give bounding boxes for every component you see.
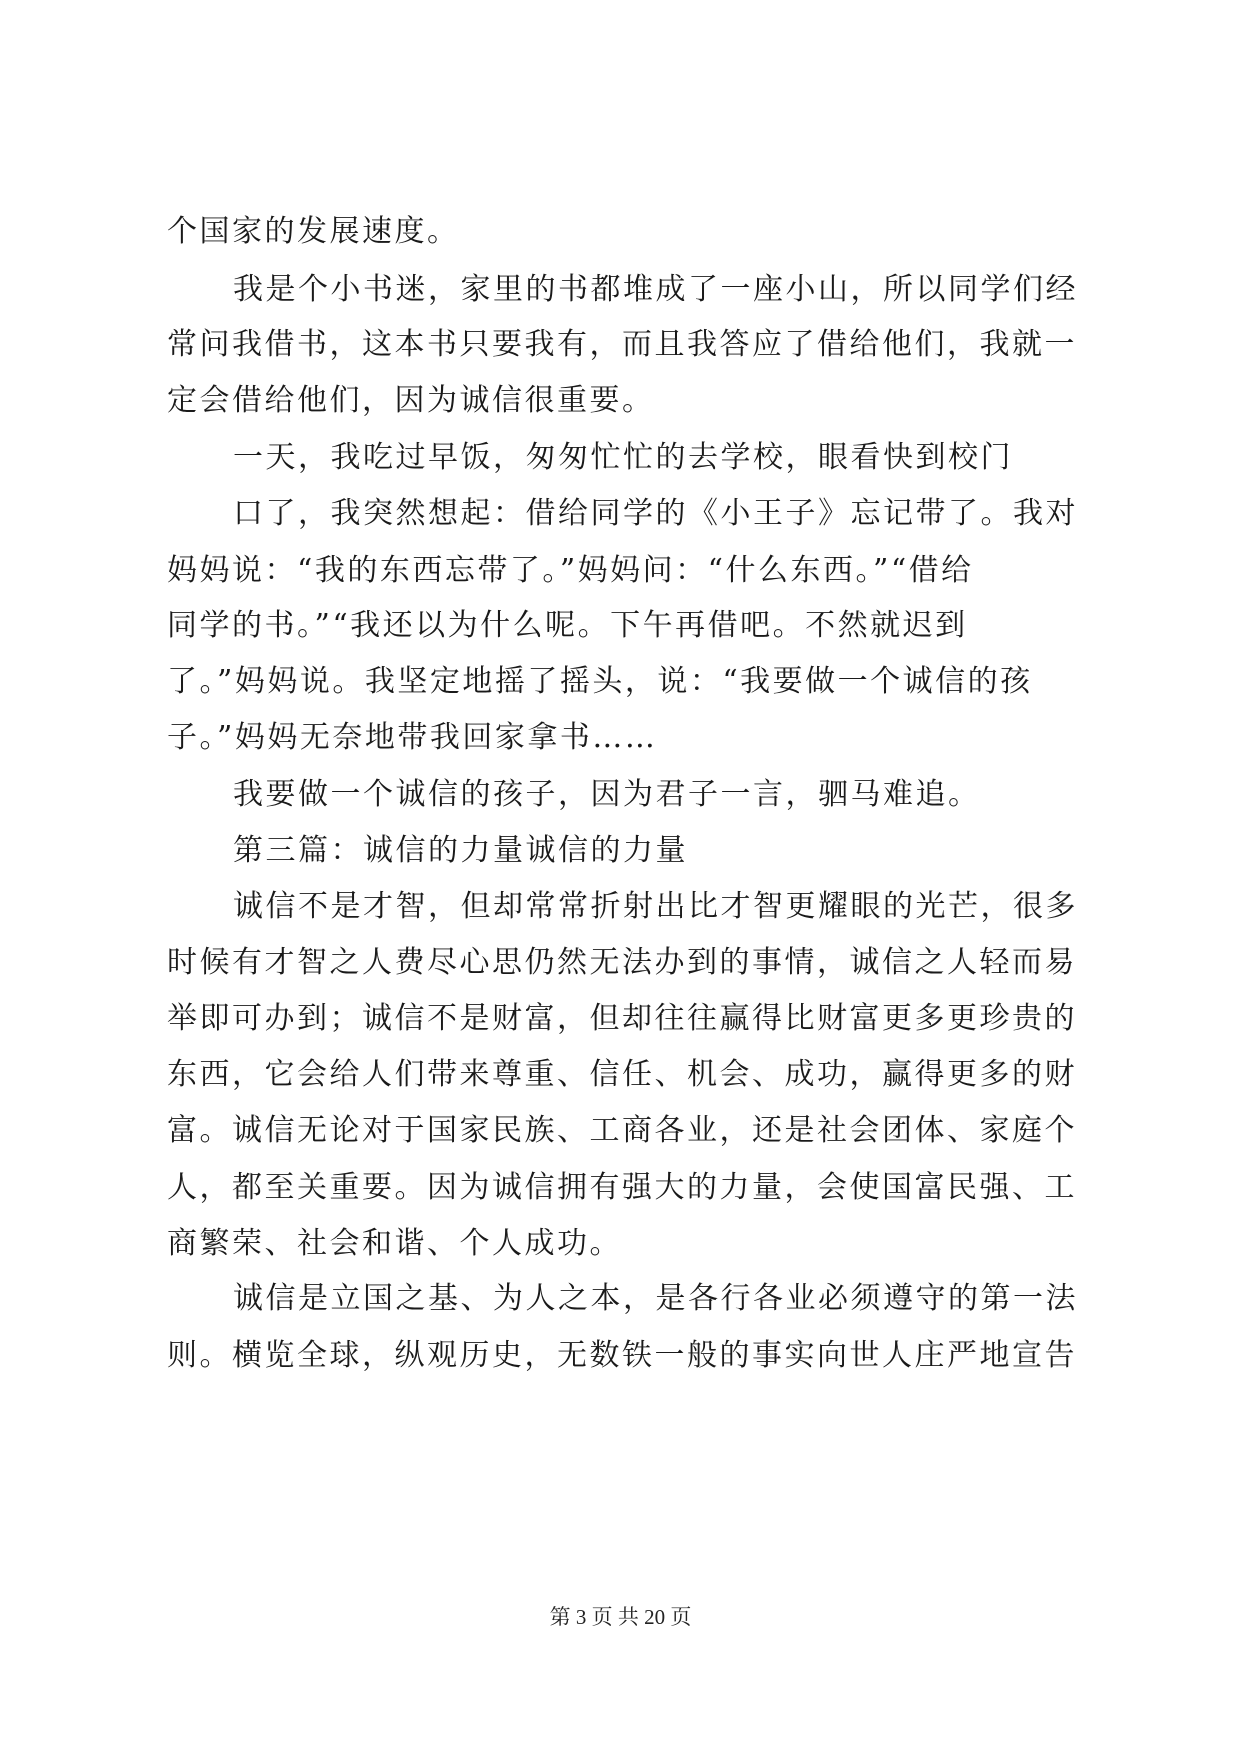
text-line: 则。横览全球，纵观历史，无数铁一般的事实向世人庄严地宣告 (167, 1338, 1077, 1373)
paragraph-start: 诚信不是才智，但却常常折射出比才智更耀眼的光芒，很多 (233, 889, 1078, 924)
text-line: 定会借给他们，因为诚信很重要。 (167, 383, 655, 418)
text-line: 口了，我突然想起：借给同学的《小王子》忘记带了。我对 (233, 496, 1078, 531)
text-line: 常问我借书，这本书只要我有，而且我答应了借给他们，我就一 (167, 327, 1077, 362)
text-line: 人，都至关重要。因为诚信拥有强大的力量，会使国富民强、工 (167, 1170, 1077, 1205)
page-footer: 第 3 页 共 20 页 (549, 1605, 692, 1629)
text-line: 商繁荣、社会和谐、个人成功。 (167, 1226, 622, 1261)
text-line: 妈妈说：“我的东西忘带了。”妈妈问：“什么东西。”“借给 (167, 553, 974, 588)
text-line: 东西，它会给人们带来尊重、信任、机会、成功，赢得更多的财 (167, 1057, 1077, 1092)
text-line: 时候有才智之人费尽心思仍然无法办到的事情，诚信之人轻而易 (167, 945, 1077, 980)
text-line: 举即可办到；诚信不是财富，但却往往赢得比财富更多更珍贵的 (167, 1001, 1077, 1036)
paragraph-start: 一天，我吃过早饭，匆匆忙忙的去学校，眼看快到校门 (233, 440, 1013, 475)
text-line: 同学的书。”“我还以为什么呢。下午再借吧。不然就迟到 (167, 608, 968, 643)
paragraph-start: 我是个小书迷，家里的书都堆成了一座小山，所以同学们经 (233, 272, 1078, 307)
paragraph-start: 我要做一个诚信的孩子，因为君子一言，驷马难追。 (233, 777, 981, 812)
text-line: 富。诚信无论对于国家民族、工商各业，还是社会团体、家庭个 (167, 1113, 1077, 1148)
text-line: 子。”妈妈无奈地带我回家拿书…… (167, 720, 658, 755)
text-line: 了。”妈妈说。我坚定地摇了摇头，说：“我要做一个诚信的孩 (167, 664, 1033, 699)
text-line: 个国家的发展速度。 (167, 214, 460, 249)
paragraph-start: 诚信是立国之基、为人之本，是各行各业必须遵守的第一法 (233, 1281, 1078, 1316)
section-heading: 第三篇：诚信的力量诚信的力量 (233, 833, 688, 868)
